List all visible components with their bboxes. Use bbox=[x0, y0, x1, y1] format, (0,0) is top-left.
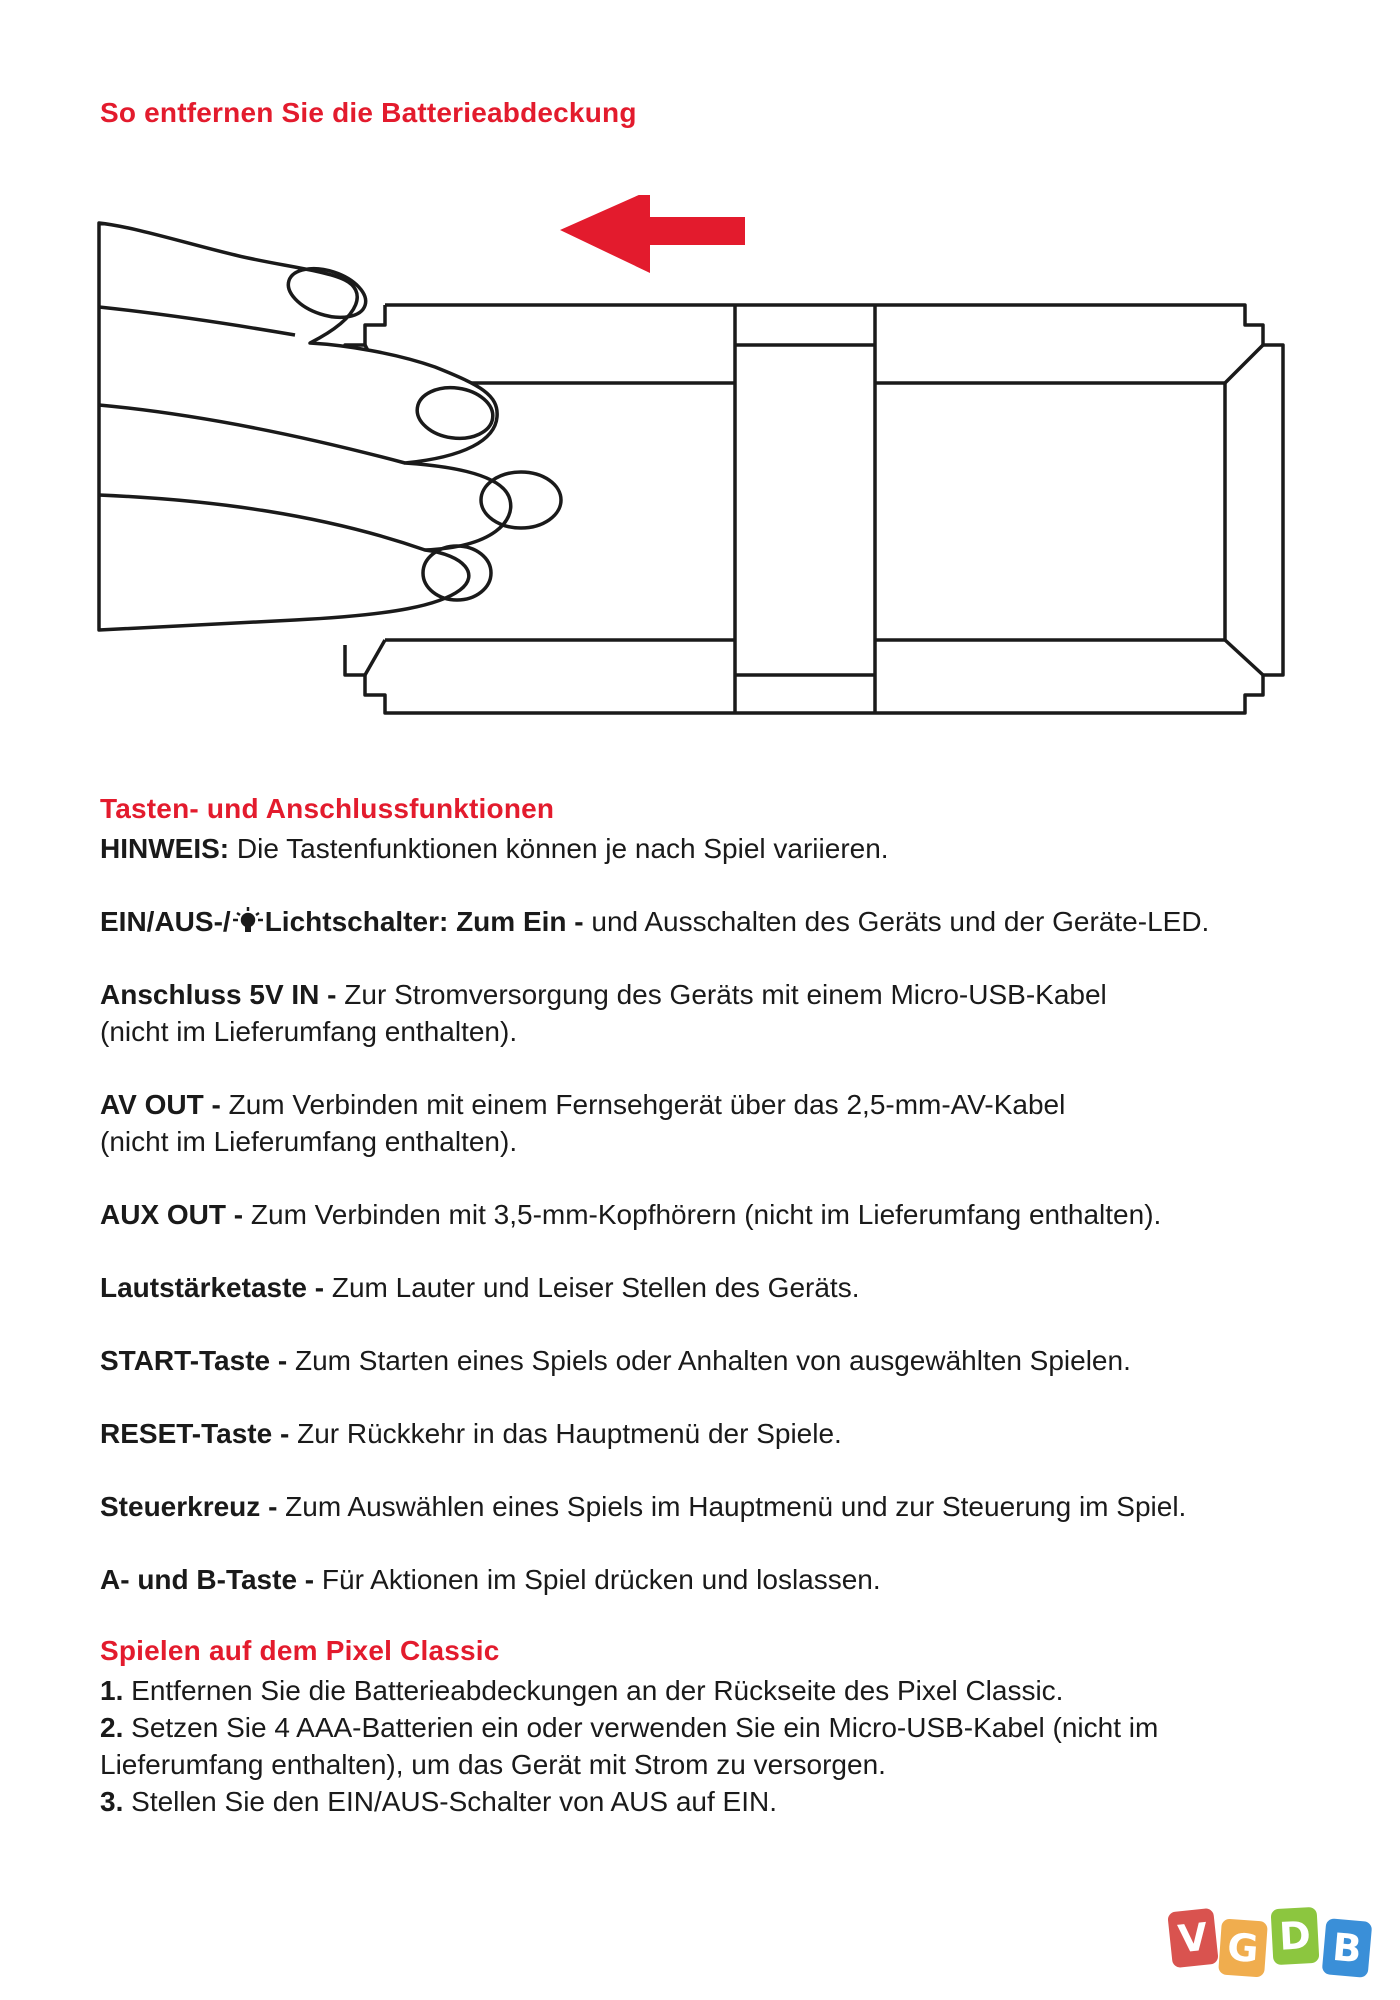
step-number: 2. bbox=[100, 1712, 124, 1743]
note-label: HINWEIS: bbox=[100, 833, 230, 864]
note-line bbox=[100, 830, 889, 867]
step-item bbox=[100, 1672, 1320, 1709]
device-inner-panel bbox=[875, 383, 1225, 640]
vgdb-logo bbox=[1170, 1906, 1380, 1986]
function-item bbox=[100, 1086, 1320, 1160]
step-item bbox=[100, 1709, 1320, 1783]
function-label: Steuerkreuz - bbox=[100, 1491, 278, 1522]
function-label: AV OUT - bbox=[100, 1089, 221, 1120]
key-functions-list bbox=[100, 903, 1320, 1634]
step-number: 1. bbox=[100, 1675, 124, 1706]
function-label: Lautstärketaste - bbox=[100, 1272, 325, 1303]
function-label: START-Taste - bbox=[100, 1345, 288, 1376]
function-text: Zum Auswählen eines Spiels im Hauptmenü und zur Steuerung im Spiel. bbox=[277, 1491, 1187, 1522]
keys-heading: Tasten- und Anschlussfunktionen bbox=[100, 793, 555, 824]
function-text: Zur Stromversorgung des Geräts mit einem Micro-USB-Kabel bbox=[336, 979, 1107, 1010]
function-item bbox=[100, 1415, 1320, 1452]
logo-letter-b: B bbox=[1322, 1918, 1373, 1978]
function-text: Zum Lauter und Leiser Stellen des Geräts. bbox=[324, 1272, 860, 1303]
function-item bbox=[100, 1196, 1320, 1233]
function-label: RESET-Taste - bbox=[100, 1418, 290, 1449]
step-text: Entfernen Sie die Batterieabdeckungen an der Rückseite des Pixel Classic. bbox=[123, 1675, 1064, 1706]
logo-letter-g: G bbox=[1218, 1918, 1268, 1977]
function-text: Zum Verbinden mit 3,5-mm-Kopfhörern (nicht im Lieferumfang enthalten). bbox=[243, 1199, 1162, 1230]
light-bulb-icon bbox=[231, 905, 265, 935]
function-text: Für Aktionen im Spiel drücken und loslassen. bbox=[314, 1564, 881, 1595]
function-text-line2: (nicht im Lieferumfang enthalten). bbox=[100, 1016, 518, 1047]
step-item bbox=[100, 1783, 1320, 1820]
function-text: Zum Verbinden mit einem Fernsehgerät über das 2,5-mm-AV-Kabel bbox=[220, 1089, 1066, 1120]
slide-left-arrow bbox=[560, 195, 745, 273]
function-label: AUX OUT - bbox=[100, 1199, 244, 1230]
power-text: und Ausschalten des Geräts und der Geräte-LED. bbox=[583, 906, 1210, 937]
hand-drawing bbox=[99, 223, 511, 630]
logo-letter-v: V bbox=[1167, 1908, 1219, 1969]
logo-letter-d: D bbox=[1271, 1907, 1320, 1965]
play-steps-list bbox=[100, 1672, 1320, 1820]
power-label-suffix: Lichtschalter: Zum Ein - bbox=[264, 906, 584, 937]
function-label: A- und B-Taste - bbox=[100, 1564, 315, 1595]
function-item bbox=[100, 1342, 1320, 1379]
power-label-prefix: EIN/AUS-/ bbox=[100, 906, 231, 937]
note-text: Die Tastenfunktionen können je nach Spiel variieren. bbox=[229, 833, 889, 864]
function-label: Anschluss 5V IN - bbox=[100, 979, 337, 1010]
hand-sliding-cover-illustration bbox=[95, 195, 1305, 725]
function-item bbox=[100, 1269, 1320, 1306]
function-item-power bbox=[100, 903, 1320, 940]
battery-cover bbox=[735, 305, 875, 713]
step-text: Setzen Sie 4 AAA-Batterien ein oder verwenden Sie ein Micro-USB-Kabel (nicht im Lieferumfang enthalten), um das Gerät mit Strom zu versorgen. bbox=[100, 1712, 1159, 1780]
function-text: Zum Starten eines Spiels oder Anhalten von ausgewählten Spielen. bbox=[287, 1345, 1131, 1376]
step-text: Stellen Sie den EIN/AUS-Schalter von AUS auf EIN. bbox=[123, 1786, 778, 1817]
function-item bbox=[100, 1488, 1320, 1525]
function-item bbox=[100, 1561, 1320, 1598]
play-heading: Spielen auf dem Pixel Classic bbox=[100, 1635, 500, 1666]
battery-cover-heading: So entfernen Sie die Batterieabdeckung bbox=[100, 97, 637, 128]
step-number: 3. bbox=[100, 1786, 124, 1817]
function-item bbox=[100, 976, 1320, 1050]
function-text: Zur Rückkehr in das Hauptmenü der Spiele. bbox=[289, 1418, 842, 1449]
function-text-line2: (nicht im Lieferumfang enthalten). bbox=[100, 1126, 518, 1157]
